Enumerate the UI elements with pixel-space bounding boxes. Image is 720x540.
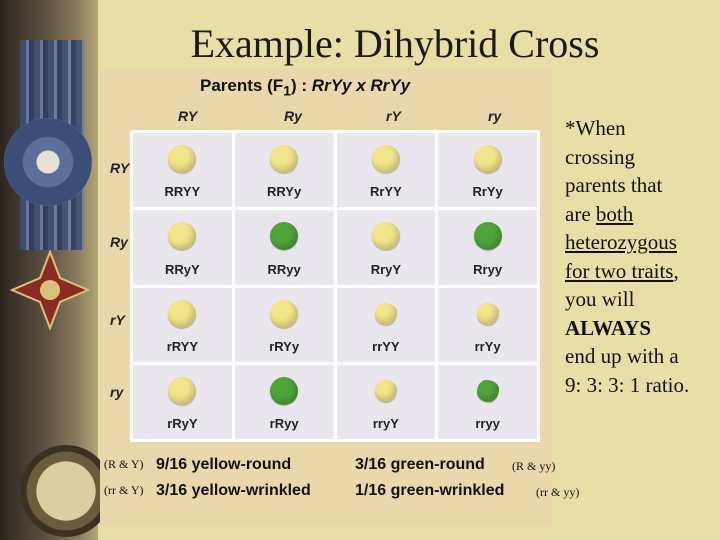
rosette-image xyxy=(4,118,92,206)
punnett-cell xyxy=(337,288,436,362)
green-wrinkled-pea-icon xyxy=(477,380,499,402)
genotype-label: RRYy xyxy=(267,184,302,200)
column-gamete-2: rY xyxy=(386,108,401,124)
punnett-cell xyxy=(133,133,232,207)
genotype-label: rRYY xyxy=(166,338,199,354)
genotype-label: rrYy xyxy=(474,338,501,354)
column-gamete-3: ry xyxy=(488,108,502,124)
genotype-label: rRyy xyxy=(269,416,299,431)
genotype-label: RrYY xyxy=(369,184,402,200)
row-gamete-2: rY xyxy=(110,312,125,328)
abbr-green-round: (R & yy) xyxy=(512,459,556,473)
ratio-yellow-round: 9/16 yellow-round xyxy=(156,456,292,473)
row-gamete-1: Ry xyxy=(110,234,128,250)
punnett-cell xyxy=(438,365,537,439)
yellow-round-pea-icon xyxy=(168,222,196,250)
genotype-label: RRyY xyxy=(165,261,200,277)
yellow-round-pea-icon xyxy=(168,300,196,328)
genotype-label: Rryy xyxy=(473,261,503,277)
punnett-cell xyxy=(133,288,232,362)
genotype-label: rryy xyxy=(475,416,500,431)
punnett-cell xyxy=(235,365,334,439)
green-round-pea-icon xyxy=(270,377,298,405)
explanation-note: *When crossing parents that are both heterozygous for two traits, you will ALWAYS end up with a 9: 3: 3: 1 ratio. xyxy=(565,116,690,397)
column-gamete-0: RY xyxy=(178,108,198,124)
yellow-round-pea-icon xyxy=(270,300,298,328)
ratio-green-wrinkled: 1/16 green-wrinkled xyxy=(355,482,505,499)
green-round-pea-icon xyxy=(270,222,298,250)
yellow-wrinkled-pea-icon xyxy=(375,303,397,325)
compass-image xyxy=(20,445,112,537)
genotype-label: RRyy xyxy=(267,261,301,277)
abbr-yellow-wrinkled: (rr & Y) xyxy=(104,483,144,497)
punnett-grid xyxy=(130,130,540,442)
row-gamete-0: RY xyxy=(110,160,130,176)
yellow-round-pea-icon xyxy=(168,377,196,405)
yellow-round-pea-icon xyxy=(474,145,502,173)
genotype-label: rRyY xyxy=(167,416,198,431)
row-gamete-3: ry xyxy=(110,384,124,400)
decorative-photo-strip xyxy=(0,0,98,540)
punnett-cell xyxy=(133,210,232,284)
ratio-yellow-wrinkled: 3/16 yellow-wrinkled xyxy=(156,482,311,499)
genotype-label: rryY xyxy=(372,416,399,431)
genotype-label: rRYy xyxy=(269,338,300,354)
yellow-round-pea-icon xyxy=(372,222,400,250)
yellow-round-pea-icon xyxy=(270,145,298,173)
slide-title: Example: Dihybrid Cross xyxy=(190,21,600,66)
punnett-cell xyxy=(235,288,334,362)
punnett-cell xyxy=(337,365,436,439)
yellow-round-pea-icon xyxy=(372,145,400,173)
punnett-cell xyxy=(337,210,436,284)
punnett-cell xyxy=(438,288,537,362)
abbr-yellow-round: (R & Y) xyxy=(104,457,144,471)
punnett-cell xyxy=(337,133,436,207)
green-round-pea-icon xyxy=(474,222,502,250)
genotype-label: RryY xyxy=(370,261,402,277)
genotype-label: RrYy xyxy=(472,184,503,200)
punnett-cell xyxy=(235,210,334,284)
ratio-green-round: 3/16 green-round xyxy=(355,456,485,473)
punnett-cell xyxy=(438,133,537,207)
column-gamete-1: Ry xyxy=(284,108,302,124)
punnett-square-figure xyxy=(100,68,580,526)
punnett-cell xyxy=(133,365,232,439)
yellow-wrinkled-pea-icon xyxy=(477,303,499,325)
yellow-round-pea-icon xyxy=(168,145,196,173)
abbr-green-wrinkled: (rr & yy) xyxy=(536,485,580,499)
parents-label: Parents $(F_1)$ : RrYy x RrYy xyxy=(200,76,411,100)
medal-cross-image xyxy=(10,250,90,330)
punnett-cell xyxy=(438,210,537,284)
genotype-label: rrYY xyxy=(372,338,400,354)
punnett-cell xyxy=(235,133,334,207)
yellow-wrinkled-pea-icon xyxy=(375,380,397,402)
genotype-label: RRYY xyxy=(164,184,201,200)
